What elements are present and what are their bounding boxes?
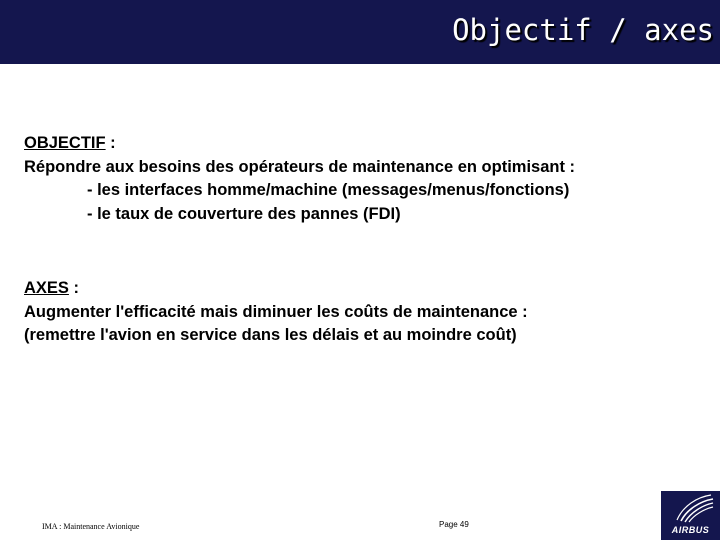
axes-heading-suffix: : [68,279,80,297]
objective-section [24,132,575,226]
title-bar [0,0,720,64]
axes-detail: (remettre l'avion en service dans les délais et au moindre coût) [24,326,517,344]
objective-statement: Répondre aux besoins des opérateurs de maintenance en optimisant : [24,157,576,176]
objective-bullet-coverage: - le taux de couverture des pannes (FDI) [87,204,401,223]
objective-heading-suffix: : [105,134,116,152]
axes-heading-line [24,277,528,301]
footer-page-number: Page 49 [439,520,469,529]
airbus-logo-text: AIRBUS [671,525,710,535]
axes-section [24,277,528,348]
axes-heading: AXES [24,279,69,297]
airbus-logo [661,491,720,540]
objective-heading: OBJECTIF [24,134,106,152]
objective-bullet-interfaces: - les interfaces homme/machine (messages/menus/fonctions) [87,181,570,199]
objective-heading-line [24,132,575,156]
footer-course-label: IMA : Maintenance Avionique [42,522,140,531]
axes-statement: Augmenter l'efficacité mais diminuer les coûts de maintenance : [24,302,528,321]
slide-title: Objectif / axes [452,13,714,47]
